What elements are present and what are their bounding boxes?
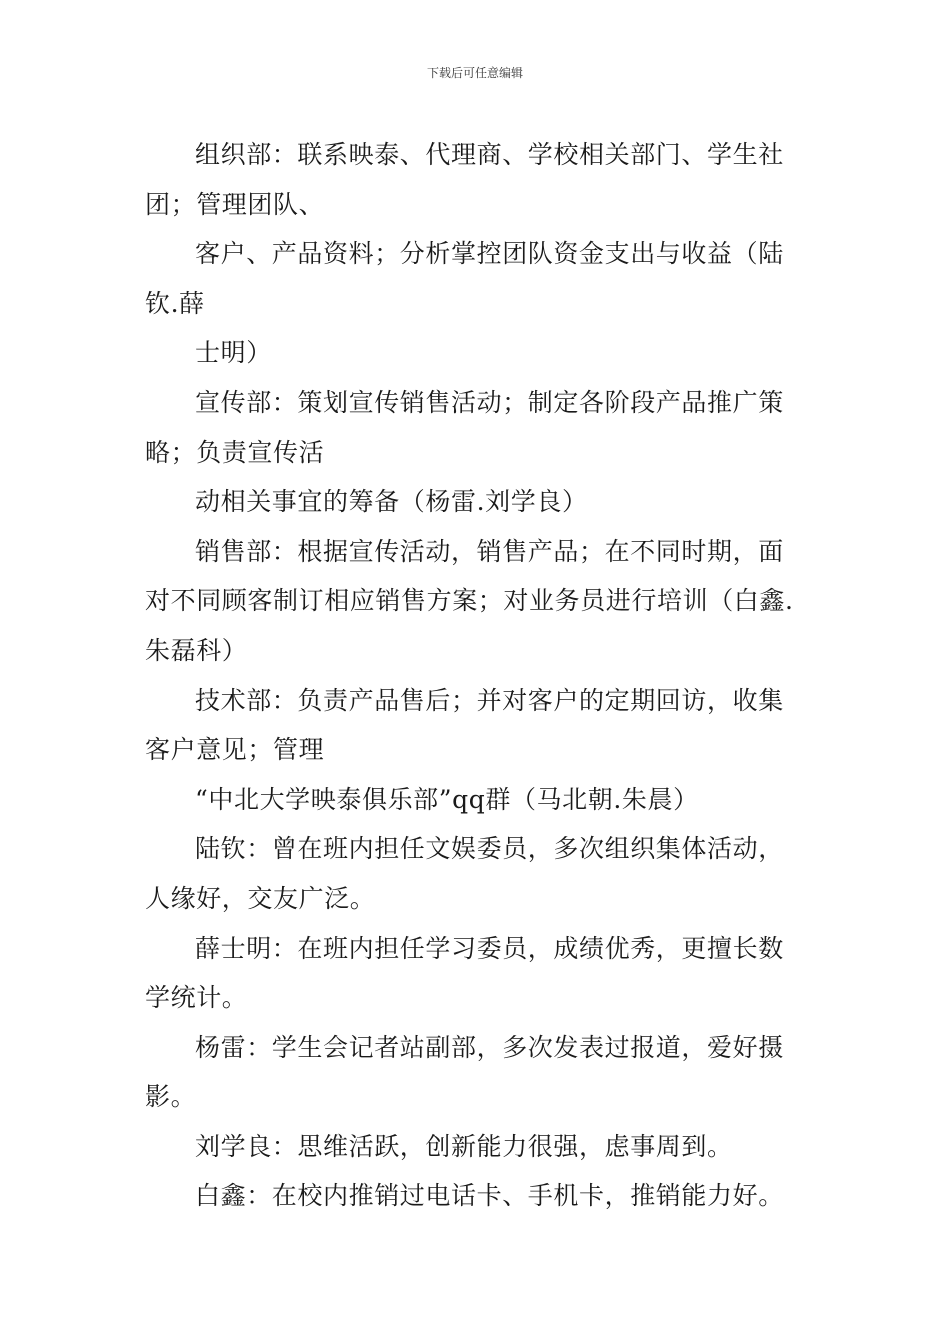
paragraph-line: 略；负责宣传活 (145, 437, 325, 467)
paragraph-line: 技术部：负责产品售后；并对客户的定期回访，收集 (195, 685, 784, 715)
document-body (145, 130, 810, 1221)
paragraph-line: 学统计。 (145, 983, 248, 1013)
paragraph-line: 对不同顾客制订相应销售方案；对业务员进行培训（白鑫. (145, 586, 794, 616)
paragraph-line: 薛士明：在班内担任学习委员，成绩优秀，更擅长数 (195, 933, 784, 963)
paragraph-line: 动相关事宜的筹备（杨雷.刘学良） (195, 487, 588, 517)
paragraph-line: 刘学良：思维活跃，创新能力很强，虑事周到。 (195, 1131, 733, 1161)
paragraph-line: 影。 (145, 1082, 197, 1112)
paragraph-line: 人缘好，交友广泛。 (145, 883, 376, 913)
paragraph-line: 杨雷：学生会记者站副部，多次发表过报道，爱好摄 (195, 1032, 784, 1062)
paragraph-line: 白鑫：在校内推销过电话卡、手机卡，推销能力好。 (195, 1181, 784, 1211)
paragraph-line: 士明） (195, 338, 272, 368)
paragraph-line: 陆钦：曾在班内担任文娱委员，多次组织集体活动， (195, 834, 784, 864)
paragraph-line: 团；管理团队、 (145, 189, 325, 219)
paragraph-line: 销售部：根据宣传活动，销售产品；在不同时期，面 (195, 536, 784, 566)
paragraph-line: “中北大学映泰俱乐部”qq群（马北朝.朱晨） (195, 784, 699, 814)
paragraph-line: 朱磊科） (145, 635, 248, 665)
paragraph-line: 宣传部：策划宣传销售活动；制定各阶段产品推广策 (195, 387, 784, 417)
paragraph-line: 客户意见；管理 (145, 735, 325, 765)
paragraph-line: 钦.薛 (145, 288, 205, 318)
paragraph-line: 客户、产品资料；分析掌控团队资金支出与收益（陆 (195, 239, 784, 269)
paragraph-line: 组织部：联系映泰、代理商、学校相关部门、学生社 (195, 140, 784, 169)
page-header: 下载后可任意编辑 (426, 66, 523, 80)
